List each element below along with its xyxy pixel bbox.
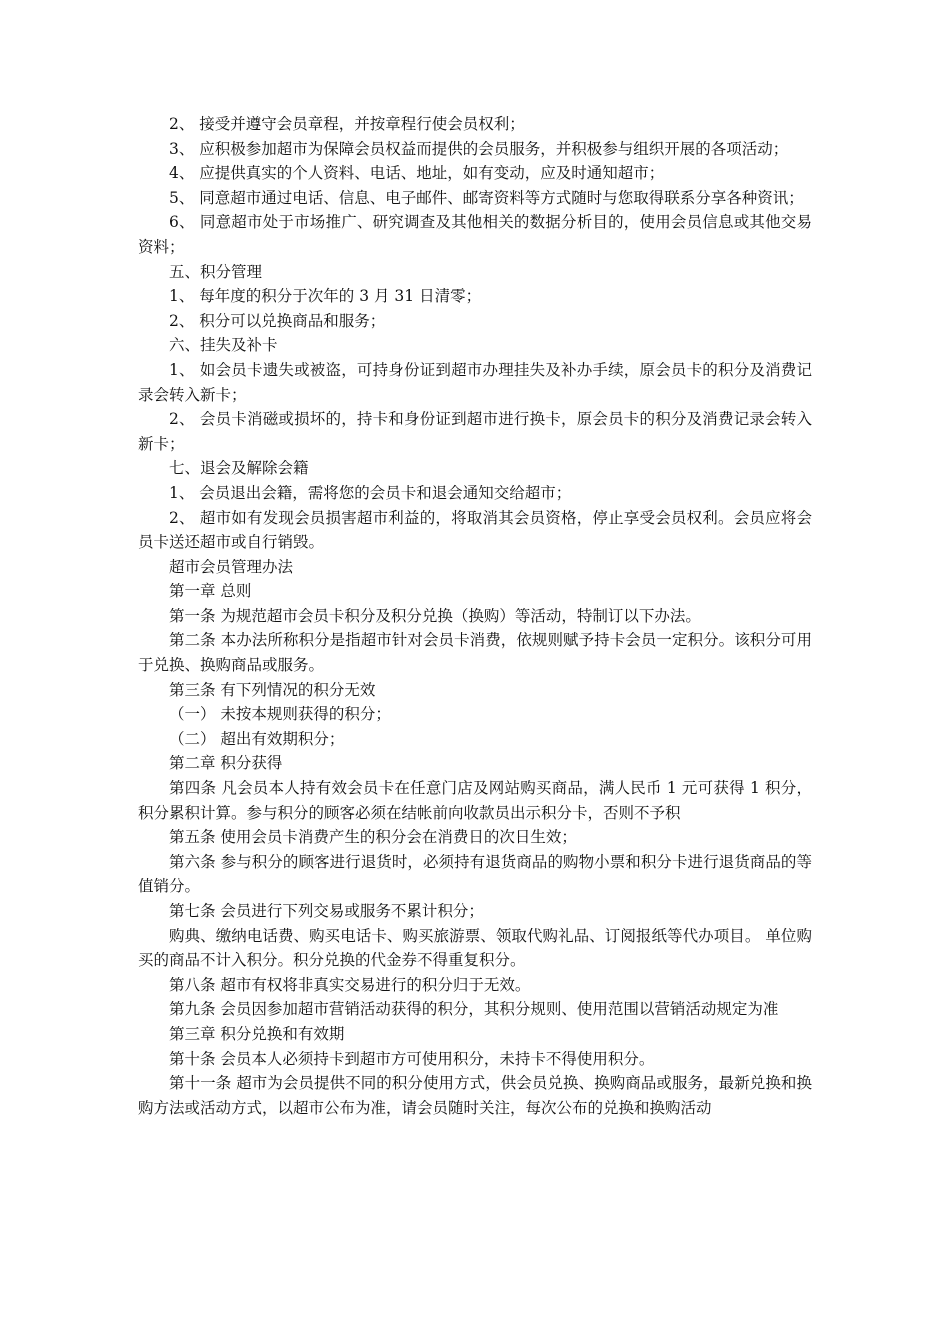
article: 第十一条 超市为会员提供不同的积分使用方式，供会员兑换、换购商品或服务，最新兑换和换购方法或活动方式，以超市公布为准，请会员随时关注，每次公布的兑换和换购活动 [138, 1074, 812, 1117]
article: 第二条 本办法所称积分是指超市针对会员卡消费，依规则赋予持卡会员一定积分。该积分可用于兑换、换购商品或服务。 [138, 631, 812, 675]
article: 第一条 为规范超市会员卡积分及积分兑换（换购）等活动，特制订以下办法。 [169, 606, 701, 625]
article: 第十条 会员本人必须持卡到超市方可使用积分，未持卡不得使用积分。 [169, 1049, 655, 1068]
paragraph: 3、 应积极参加超市为保障会员权益而提供的会员服务，并积极参与组织开展的各项活动； [169, 139, 789, 158]
article: 第九条 会员因参加超市营销活动获得的积分，其积分规则、使用范围以营销活动规定为准 [169, 1000, 779, 1019]
article: 第三条 有下列情况的积分无效 [169, 680, 376, 699]
paragraph: 1、 每年度的积分于次年的 3 月 31 日清零； [169, 287, 482, 306]
chapter-heading: 第三章 积分兑换和有效期 [169, 1024, 345, 1043]
article: 第四条 凡会员本人持有效会员卡在任意门店及网站购买商品，满人民币 1 元可获得 1 积分，积分累积计算。参与积分的顾客必须在结帐前向收款员出示积分卡，否则不予积 [138, 779, 812, 822]
document-title: 超市会员管理办法 [169, 557, 294, 576]
article: 第八条 超市有权将非真实交易进行的积分归于无效。 [169, 975, 531, 994]
paragraph: 6、 同意超市处于市场推广、研究调查及其他相关的数据分析目的，使用会员信息或其他交易资料； [138, 213, 812, 256]
chapter-heading: 第二章 积分获得 [169, 754, 283, 773]
section-heading: 七、退会及解除会籍 [169, 459, 309, 478]
paragraph: 1、 如会员卡遗失或被盗，可持身份证到超市办理挂失及补办手续，原会员卡的积分及消费记录会转入新卡； [138, 360, 812, 404]
paragraph: 5、 同意超市通过电话、信息、电子邮件、邮寄资料等方式随时与您取得联系分享各种资讯； [169, 188, 804, 207]
paragraph: 2、 积分可以兑换商品和服务； [169, 311, 386, 330]
article: 第五条 使用会员卡消费产生的积分会在消费日的次日生效； [169, 828, 577, 847]
list-item: （一） 未按本规则获得的积分； [169, 705, 391, 724]
paragraph: 1、 会员退出会籍，需将您的会员卡和退会通知交给超市； [169, 483, 572, 502]
list-item: （二） 超出有效期积分； [169, 729, 345, 748]
paragraph: 2、 超市如有发现会员损害超市利益的，将取消其会员资格，停止享受会员权利。会员应将会员卡送还超市或自行销毁。 [138, 508, 812, 552]
paragraph: 购典、缴纳电话费、购买电话卡、购买旅游票、领取代购礼品、订阅报纸等代办项目。 单位购买的商品不计入积分。积分兑换的代金券不得重复积分。 [138, 926, 812, 970]
article: 第七条 会员进行下列交易或服务不累计积分； [169, 902, 484, 920]
article: 第六条 参与积分的顾客进行退货时，必须持有退货商品的购物小票和积分卡进行退货商品的等值销分。 [138, 852, 812, 896]
document-body [138, 112, 812, 1120]
chapter-heading: 第一章 总则 [169, 582, 252, 601]
paragraph: 2、 会员卡消磁或损坏的，持卡和身份证到超市进行换卡，原会员卡的积分及消费记录会转入新卡； [138, 410, 812, 453]
paragraph: 4、 应提供真实的个人资料、电话、地址，如有变动，应及时通知超市； [169, 164, 665, 183]
section-heading: 五、积分管理 [169, 262, 263, 281]
section-heading: 六、挂失及补卡 [169, 336, 278, 355]
paragraph: 2、 接受并遵守会员章程，并按章程行使会员权利； [169, 115, 525, 133]
